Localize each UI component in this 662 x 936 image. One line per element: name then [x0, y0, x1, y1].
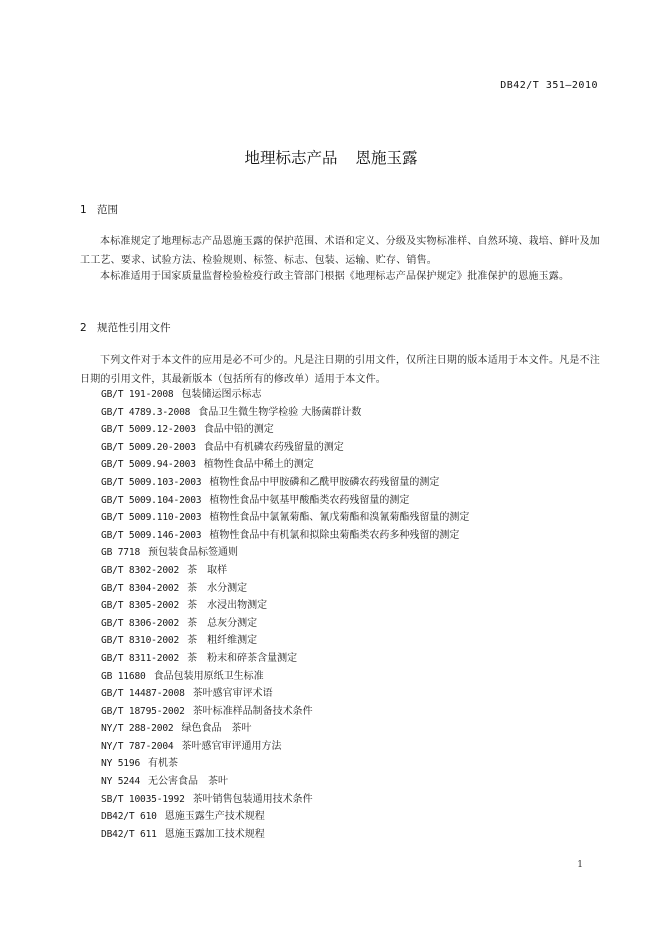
reference-code: GB/T 5009.94-2003	[101, 459, 196, 471]
reference-title: 食品中有机磷农药残留量的测定	[203, 441, 344, 453]
reference-item	[101, 808, 469, 826]
section-2-heading	[80, 320, 171, 335]
reference-code: GB/T 8311-2002	[101, 652, 180, 664]
reference-title: 无公害食品 茶叶	[148, 776, 229, 788]
reference-code: SB/T 10035-1992	[101, 793, 185, 805]
reference-item	[101, 439, 469, 457]
reference-title: 茶叶感官审评术语	[192, 688, 273, 700]
reference-code: GB/T 5009.110-2003	[101, 512, 202, 524]
reference-title: 茶 粉末和碎茶含量测定	[187, 652, 298, 664]
reference-title: 茶 粗纤维测定	[187, 635, 258, 647]
reference-item	[101, 738, 469, 756]
reference-item	[101, 421, 469, 439]
reference-item	[101, 755, 469, 773]
page-title	[0, 146, 662, 168]
reference-item	[101, 474, 469, 492]
reference-code: NY/T 787-2004	[101, 740, 174, 752]
normative-intro-paragraph: 下列文件对于本文件的应用是必不可少的。凡是注日期的引用文件，仅所注日期的版本适用于本文件。凡是不注日期的引用文件，其最新版本（包括所有的修改单）适用于本文件。	[80, 355, 600, 385]
reference-item	[101, 456, 469, 474]
reference-code: GB/T 5009.103-2003	[101, 476, 202, 488]
reference-item	[101, 703, 469, 721]
reference-code: DB42/T 611	[101, 828, 157, 840]
reference-item	[101, 580, 469, 598]
reference-code: GB/T 5009.20-2003	[101, 441, 196, 453]
reference-item	[101, 720, 469, 738]
title-part-2: 恩施玉露	[355, 149, 418, 167]
reference-item	[101, 826, 469, 844]
reference-item	[101, 492, 469, 510]
reference-title: 有机茶	[148, 758, 179, 770]
reference-title: 茶叶感官审评通用方法	[181, 740, 282, 752]
reference-code: NY 5244	[101, 776, 141, 788]
reference-title: 茶 水浸出物测定	[187, 600, 268, 612]
section-number: 1	[80, 204, 87, 216]
reference-code: GB 11680	[101, 670, 146, 682]
reference-code: GB/T 4789.3-2008	[101, 406, 191, 418]
reference-item	[101, 668, 469, 686]
standard-code: DB42/T 351—2010	[500, 80, 598, 91]
reference-item	[101, 386, 469, 404]
reference-item	[101, 615, 469, 633]
reference-item	[101, 650, 469, 668]
reference-title: 预包装食品标签通则	[148, 547, 239, 559]
reference-title: 绿色食品 茶叶	[181, 723, 252, 735]
reference-code: NY/T 288-2002	[101, 723, 174, 735]
reference-code: GB/T 5009.104-2003	[101, 494, 202, 506]
scope-paragraph-2: 本标准适用于国家质量监督检验检疫行政主管部门根据《地理标志产品保护规定》批准保护的恩施玉露。	[100, 271, 570, 282]
reference-title: 植物性食品中甲胺磷和乙酰甲胺磷农药残留量的测定	[209, 476, 440, 488]
reference-code: GB/T 8304-2002	[101, 582, 180, 594]
reference-code: DB42/T 610	[101, 811, 157, 823]
reference-code: GB/T 14487-2008	[101, 688, 185, 700]
reference-title: 食品卫生微生物学检验 大肠菌群计数	[198, 406, 362, 418]
reference-code: GB/T 8306-2002	[101, 617, 180, 629]
reference-item	[101, 685, 469, 703]
section-1-heading	[80, 202, 118, 217]
reference-item	[101, 791, 469, 809]
reference-title: 包装储运图示标志	[181, 389, 262, 400]
reference-item	[101, 509, 469, 527]
reference-title: 茶 总灰分测定	[187, 617, 258, 629]
reference-code: NY 5196	[101, 758, 141, 770]
reference-title: 茶叶销售包装通用技术条件	[192, 793, 313, 805]
reference-item	[101, 527, 469, 545]
reference-title: 食品包装用原纸卫生标准	[153, 670, 264, 682]
reference-title: 茶 水分测定	[187, 582, 248, 594]
reference-title: 恩施玉露生产技术规程	[164, 811, 265, 823]
reference-item	[101, 632, 469, 650]
reference-code: GB 7718	[101, 547, 141, 559]
reference-code: GB/T 18795-2002	[101, 705, 185, 717]
reference-title: 植物性食品中氯氰菊酯、氰戊菊酯和溴氰菊酯残留量的测定	[209, 512, 470, 524]
page-number: 1	[577, 860, 583, 870]
reference-list	[101, 386, 469, 843]
reference-item	[101, 562, 469, 580]
reference-title: 植物性食品中有机氯和拟除虫菊酯类农药多种残留的测定	[209, 529, 460, 541]
reference-code: GB/T 8302-2002	[101, 564, 180, 576]
reference-code: GB/T 191-2008	[101, 389, 174, 400]
title-part-1: 地理标志产品	[244, 149, 338, 167]
reference-title: 恩施玉露加工技术规程	[164, 828, 265, 840]
section-title: 规范性引用文件	[97, 322, 171, 334]
reference-code: GB/T 5009.12-2003	[101, 424, 196, 436]
reference-code: GB/T 8310-2002	[101, 635, 180, 647]
reference-title: 食品中铅的测定	[203, 424, 274, 436]
reference-item	[101, 773, 469, 791]
section-number: 2	[80, 322, 87, 334]
reference-code: GB/T 5009.146-2003	[101, 529, 202, 541]
reference-item	[101, 544, 469, 562]
reference-item	[101, 597, 469, 615]
section-title: 范围	[97, 204, 118, 216]
reference-code: GB/T 8305-2002	[101, 600, 180, 612]
scope-paragraph-1: 本标准规定了地理标志产品恩施玉露的保护范围、术语和定义、分级及实物标准样、自然环境、栽培、鲜叶及加工工艺、要求、试验方法、检验规则、标签、标志、包装、运输、贮存、销售。	[80, 236, 600, 266]
reference-title: 植物性食品中稀土的测定	[203, 459, 314, 471]
reference-title: 植物性食品中氨基甲酸酯类农药残留量的测定	[209, 494, 410, 506]
reference-title: 茶 取样	[187, 564, 228, 576]
reference-title: 茶叶标准样品制备技术条件	[192, 705, 313, 717]
reference-item	[101, 404, 469, 422]
